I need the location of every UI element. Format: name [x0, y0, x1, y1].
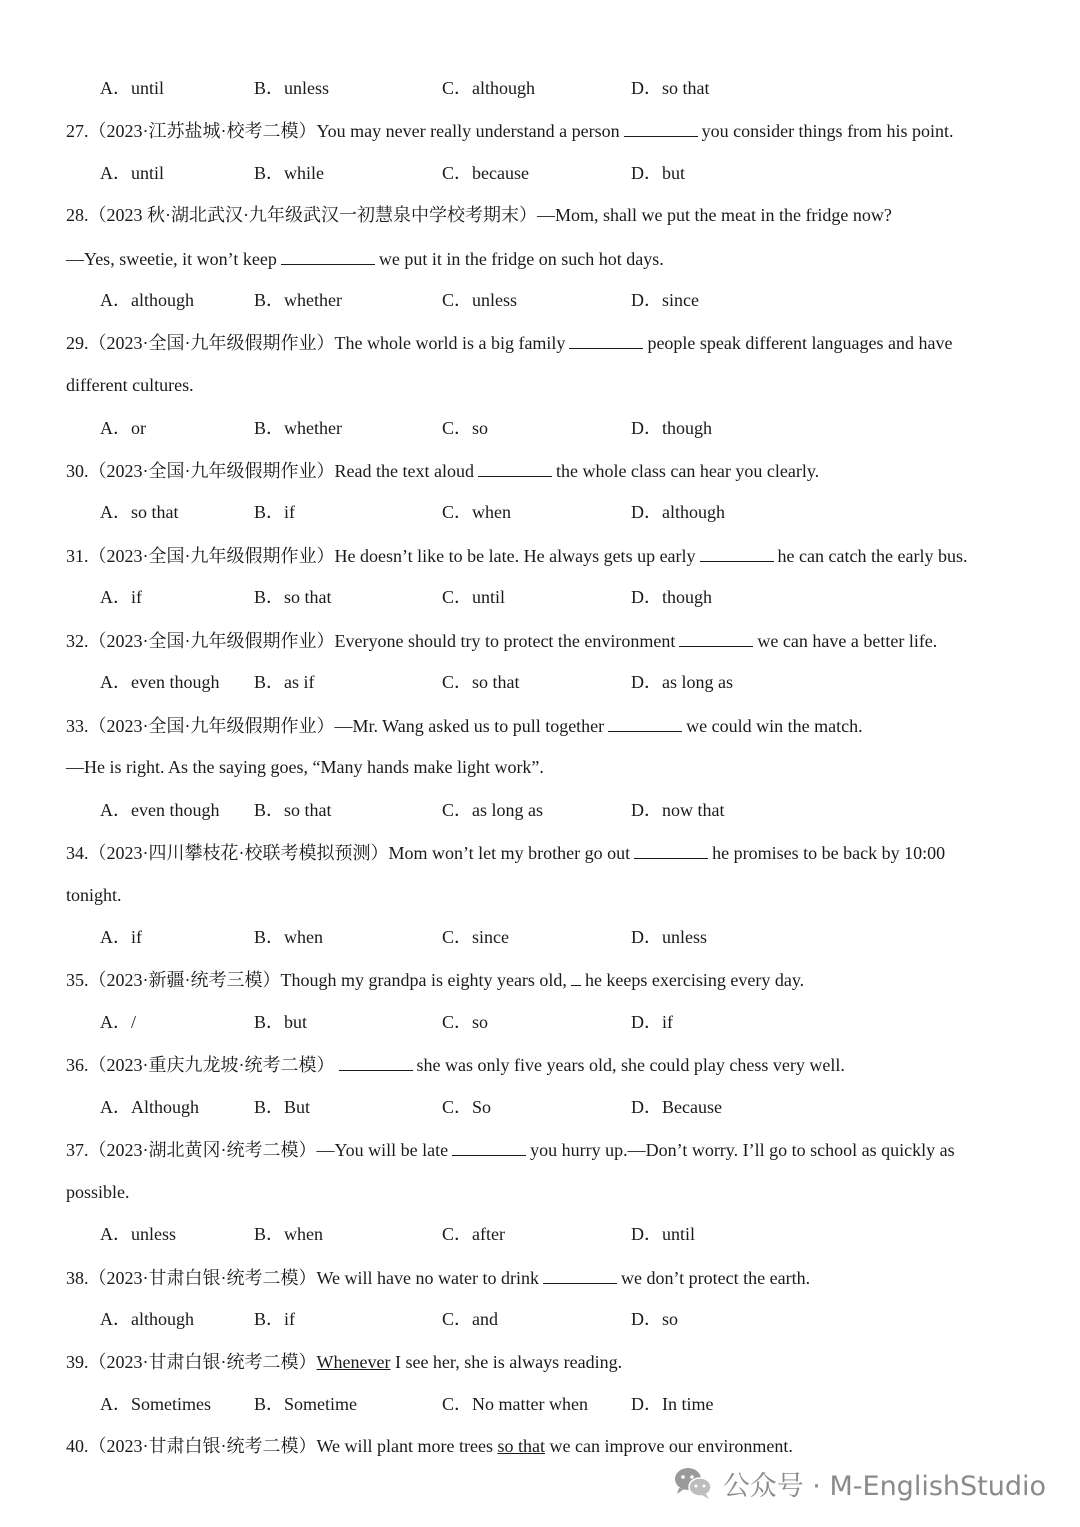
- question-39: 39.（2023·甘肃白银·统考二模）Whenever I see her, she is always reading.: [66, 1352, 623, 1372]
- option-b: B．whether: [254, 418, 342, 438]
- options-row-36: [100, 1096, 860, 1118]
- option-c: C．as long as: [442, 800, 543, 820]
- options-row-33: [100, 799, 860, 821]
- question-27: 27.（2023·江苏盐城·校考二模）You may never really understand a person you consider things from his point.: [66, 121, 954, 141]
- option-a: A．Although: [100, 1097, 199, 1117]
- answer-blank: [634, 841, 708, 859]
- option-c: C．No matter when: [442, 1394, 588, 1414]
- option-b: B．but: [254, 1012, 308, 1032]
- option-c: C．So: [442, 1097, 492, 1117]
- answer-blank: [571, 968, 581, 986]
- option-c: C．so that: [442, 672, 520, 692]
- answer-blank: [700, 544, 774, 562]
- answer-blank: [608, 714, 682, 732]
- option-c: C．until: [442, 587, 506, 607]
- options-row-39: [100, 1393, 860, 1415]
- option-b: B．if: [254, 1309, 296, 1329]
- options-row-29: [100, 417, 860, 439]
- option-b: B．as if: [254, 672, 315, 692]
- options-row-32: [100, 671, 860, 693]
- answer-blank: [478, 459, 552, 477]
- options-row-top: [100, 77, 860, 99]
- option-b: B．when: [254, 1224, 323, 1244]
- answer-blank: [624, 119, 698, 137]
- answer-blank: [452, 1138, 526, 1156]
- watermark-text: 公众号 · M-EnglishStudio: [722, 1470, 1046, 1502]
- option-d: D．Because: [631, 1097, 722, 1117]
- option-b: B．when: [254, 927, 323, 947]
- question-37-line2: possible.: [66, 1182, 130, 1202]
- underlined-word: Whenever: [316, 1352, 391, 1372]
- options-row-28: [100, 289, 860, 311]
- option-a: A．unless: [100, 1224, 176, 1244]
- options-row-35: [100, 1011, 860, 1033]
- option-a: A．/: [100, 1012, 136, 1032]
- answer-blank: [679, 629, 753, 647]
- question-37: 37.（2023·湖北黄冈·统考二模）—You will be late you hurry up.—Don’t worry. I’ll go to school as quickly as: [66, 1140, 955, 1160]
- question-34-line2: tonight.: [66, 885, 122, 905]
- options-row-34: [100, 926, 860, 948]
- option-c: C．although: [442, 78, 535, 98]
- option-a: A．even though: [100, 672, 220, 692]
- watermark: [673, 1461, 1046, 1505]
- question-29: 29.（2023·全国·九年级假期作业）The whole world is a big family people speak different languages and have: [66, 333, 953, 353]
- question-32: 32.（2023·全国·九年级假期作业）Everyone should try to protect the environment we can have a better life.: [66, 631, 938, 651]
- option-d: D．until: [631, 1224, 696, 1244]
- option-b: B．But: [254, 1097, 311, 1117]
- option-c: C．when: [442, 502, 511, 522]
- question-33-line2: —He is right. As the saying goes, “Many hands make light work”.: [66, 757, 544, 777]
- option-d: D．although: [631, 502, 725, 522]
- option-a: A．even though: [100, 800, 220, 820]
- option-b: B．while: [254, 163, 324, 183]
- option-d: D．but: [631, 163, 685, 183]
- option-d: D．In time: [631, 1394, 714, 1414]
- option-c: C．because: [442, 163, 529, 183]
- wechat-icon: [673, 1466, 713, 1500]
- options-row-30: [100, 501, 860, 523]
- underlined-word: so that: [497, 1436, 545, 1456]
- option-d: D．though: [631, 587, 712, 607]
- question-38: 38.（2023·甘肃白银·统考二模）We will have no water to drink we don’t protect the earth.: [66, 1268, 811, 1288]
- option-a: A．until: [100, 78, 165, 98]
- option-a: A．until: [100, 163, 165, 183]
- option-d: D．now that: [631, 800, 725, 820]
- question-33: 33.（2023·全国·九年级假期作业）—Mr. Wang asked us to pull together we could win the match.: [66, 716, 863, 736]
- option-c: C．so: [442, 1012, 489, 1032]
- option-b: B．if: [254, 502, 296, 522]
- option-a: A．although: [100, 1309, 194, 1329]
- option-a: A．or: [100, 418, 146, 438]
- question-28: 28.（2023 秋·湖北武汉·九年级武汉一初慧泉中学校考期末）—Mom, shall we put the meat in the fridge now?: [66, 205, 892, 225]
- option-a: A．so that: [100, 502, 179, 522]
- option-b: B．so that: [254, 587, 332, 607]
- options-row-38: [100, 1308, 860, 1330]
- option-c: C．so: [442, 418, 489, 438]
- option-d: D．since: [631, 290, 699, 310]
- question-29-line2: different cultures.: [66, 375, 194, 395]
- question-35: 35.（2023·新疆·统考三模）Though my grandpa is eighty years old, he keeps exercising every day.: [66, 970, 805, 990]
- option-d: D．so that: [631, 78, 710, 98]
- option-d: D．if: [631, 1012, 673, 1032]
- option-d: D．though: [631, 418, 712, 438]
- option-b: B．whether: [254, 290, 342, 310]
- question-36: 36.（2023·重庆九龙坡·统考二模） she was only five years old, she could play chess very well.: [66, 1055, 845, 1075]
- option-b: B．Sometime: [254, 1394, 357, 1414]
- option-a: A．if: [100, 927, 142, 947]
- option-d: D．as long as: [631, 672, 733, 692]
- option-c: C．after: [442, 1224, 505, 1244]
- option-c: C．since: [442, 927, 509, 947]
- option-a: A．Sometimes: [100, 1394, 211, 1414]
- question-28-line2: —Yes, sweetie, it won’t keep we put it in the fridge on such hot days.: [66, 249, 664, 269]
- question-40: 40.（2023·甘肃白银·统考二模）We will plant more trees so that we can improve our environment.: [66, 1436, 793, 1456]
- option-d: D．so: [631, 1309, 679, 1329]
- option-c: C．and: [442, 1309, 498, 1329]
- question-31: 31.（2023·全国·九年级假期作业）He doesn’t like to be late. He always gets up early he can catch the early bus.: [66, 546, 968, 566]
- answer-blank: [281, 247, 375, 265]
- option-a: A．although: [100, 290, 194, 310]
- options-row-37: [100, 1223, 860, 1245]
- question-34: 34.（2023·四川攀枝花·校联考模拟预测）Mom won’t let my brother go out he promises to be back by 10:00: [66, 843, 946, 863]
- option-d: D．unless: [631, 927, 707, 947]
- question-30: 30.（2023·全国·九年级假期作业）Read the text aloud the whole class can hear you clearly.: [66, 461, 820, 481]
- answer-blank: [339, 1053, 413, 1071]
- option-c: C．unless: [442, 290, 518, 310]
- option-a: A．if: [100, 587, 142, 607]
- option-b: B．unless: [254, 78, 330, 98]
- option-b: B．so that: [254, 800, 332, 820]
- options-row-31: [100, 586, 860, 608]
- options-row-27: [100, 162, 860, 184]
- answer-blank: [569, 331, 643, 349]
- answer-blank: [543, 1266, 617, 1284]
